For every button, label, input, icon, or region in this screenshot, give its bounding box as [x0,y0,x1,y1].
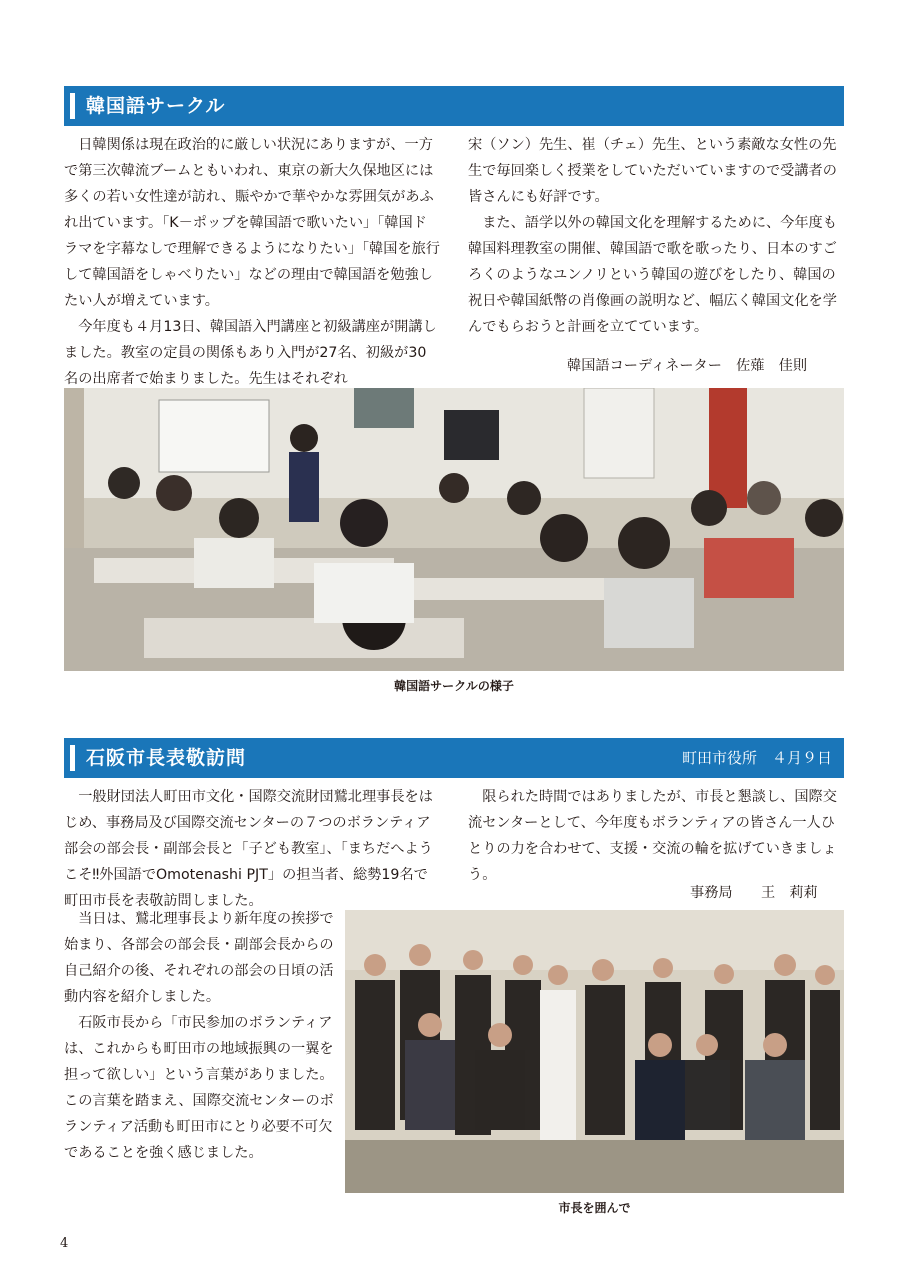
paragraph: 今年度も４月13日、韓国語入門講座と初級講座が開講しました。教室の定員の関係もあり入門が27名、初級が30名の出席者で始まりました。先生はそれぞれ [64,319,437,387]
article-column-left-bottom [64,906,336,1166]
signature: 事務局 王 莉莉 [690,885,818,901]
section-header-korean-circle [64,86,844,126]
header-accent-bar [70,745,75,771]
paragraph: 一般財団法人町田市文化・国際交流財団鷲北理事長をはじめ、事務局及び国際交流センターの７つのボランティア部会の部会長・副部会長と「子ども教室」、「まちだへようこそ‼外国語でOmotenashi PJT」の担当者、総勢19名で町田市長を表敬訪問しました。 [64,789,433,909]
article-column-left [64,132,440,392]
section-header-mayor-visit [64,738,844,778]
paragraph: 宋（ソン）先生、崔（チェ）先生、という素敵な女性の先生で毎回楽しく授業をしていただいていますので受講者の皆さんにも好評です。 [468,137,837,205]
location-date: 町田市役所 ４月９日 [681,749,832,767]
group-photo [345,910,844,1193]
paragraph: 日韓関係は現在政治的に厳しい状況にありますが、一方で第三次韓流ブームともいわれ、東京の新大久保地区には多くの若い女性達が訪れ、賑やかで華やかな雰囲気があふれ出ています。「K－ポップを韓国語で歌いたい」「韓国ドラマを字幕なしで理解できるようになりたい」「韓国を旅行して韓国語をしゃべりたい」などの理由で韓国語を勉強したい人が増えています。 [64,137,440,309]
classroom-photo [64,388,844,671]
paragraph: 石阪市長から「市民参加のボランティアは、これからも町田市の地域振興の一翼を担って欲しい」という言葉がありました。この言葉を踏まえ、国際交流センターのボランティア活動も町田市にとり必要不可欠であることを強く感じました。 [64,1015,334,1161]
signature: 韓国語コーディネーター 佐薙 佳則 [567,358,808,374]
section-title: 韓国語サークル [86,95,226,117]
page-number: 4 [60,1236,69,1251]
article-column-left-top [64,784,440,914]
paragraph: また、語学以外の韓国文化を理解するために、今年度も韓国料理教室の開催、韓国語で歌を歌ったり、日本のすごろくのようなユンノリという韓国の遊びをしたり、韓国の祝日や韓国紙幣の肖像画の説明など、幅広く韓国文化を学んでもらおうと計画を立てています。 [468,215,837,335]
header-accent-bar [70,93,75,119]
article-column-right [468,132,844,340]
photo-caption: 韓国語サークルの様子 [394,679,514,693]
photo-caption: 市長を囲んで [558,1201,631,1215]
article-column-right [468,784,844,888]
paragraph: 当日は、鷲北理事長より新年度の挨拶で始まり、各部会の部会長・副部会長からの自己紹介の後、それぞれの部会の日頃の活動内容を紹介しました。 [64,911,334,1005]
section-title: 石阪市長表敬訪問 [86,747,247,769]
paragraph: 限られた時間ではありましたが、市長と懇談し、国際交流センターとして、今年度もボランティアの皆さん一人ひとりの力を合わせて、支援・交流の輪を拡げていきましょう。 [468,789,837,883]
